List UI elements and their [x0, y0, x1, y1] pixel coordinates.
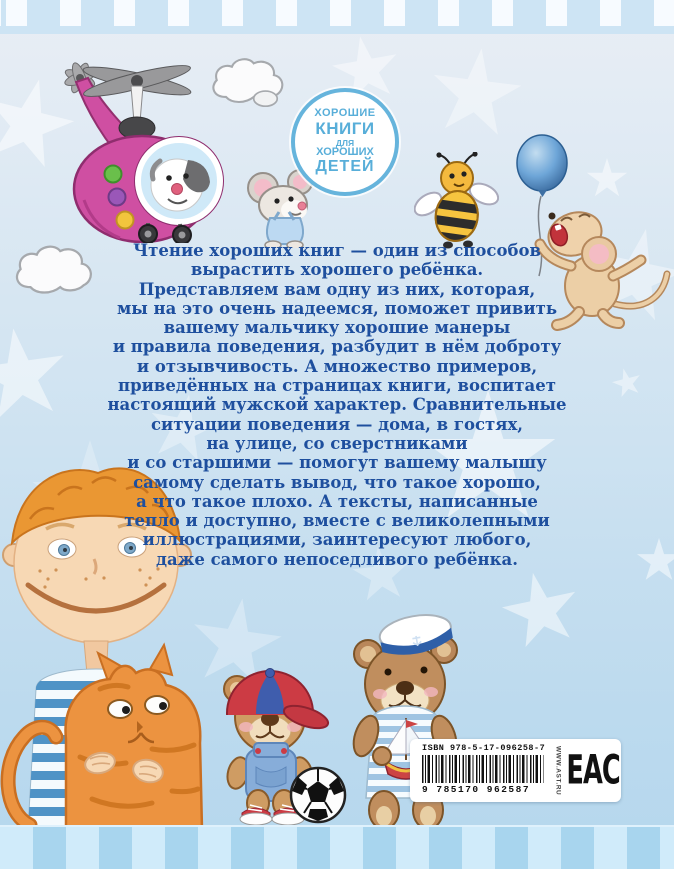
barcode-bars [422, 755, 544, 783]
bee-icon [414, 152, 499, 252]
teddy-bear-cap-football-icon [190, 655, 355, 827]
annotation-line: самому сделать вывод, что такое хорошо, [133, 472, 541, 492]
annotation-line: ситуации поведения — дома, в гостях, [150, 414, 524, 434]
badge-line: КНИГИ [315, 118, 375, 138]
badge-line: ХОРОШИЕ [314, 107, 376, 120]
annotation-line: а что такое плохо. А тексты, написанные [136, 491, 538, 511]
star-decoration [495, 565, 588, 658]
helicopter-with-dog-icon [30, 48, 235, 243]
annotation-line: приведённых на страницах книги, воспитает [118, 376, 556, 396]
eac-mark-text: EAC [566, 747, 620, 794]
annotation-line: и отзывчивость. А множество примеров, [136, 356, 538, 376]
annotation-line: Представляем вам одну из них, которая, [138, 279, 536, 299]
annotation-line: тепло и доступно, вместе с великолепными [124, 511, 550, 531]
barcode-panel [410, 739, 621, 802]
barcode-digits: 9 785170 962587 [422, 784, 531, 795]
annotation-line: вырастить хорошего ребёнка. [190, 260, 484, 280]
annotation-line: настоящий мужской характер. Сравнительные [107, 395, 567, 415]
isbn-text: ISBN 978-5-17-096258-7 [422, 743, 546, 753]
annotation-line: и правила поведения, разбудит в нём доброту [112, 337, 562, 357]
annotation-text [0, 241, 674, 569]
eac-conformity-mark [565, 739, 621, 802]
annotation-line: вашему мальчику хорошие манеры [163, 318, 511, 338]
annotation-line: даже самого непоседливого ребёнка. [156, 549, 518, 569]
badge-line: ДЕТЕЙ [315, 158, 375, 176]
annotation-line: мы на это очень надеемся, поможет привить [116, 298, 558, 318]
good-books-badge [291, 88, 399, 196]
annotation-line: иллюстрациями, заинтересуют любого, [142, 530, 532, 550]
barcode-block [410, 739, 551, 802]
annotation-line: Чтение хороших книг — один из способов [133, 241, 541, 260]
top-striped-border [0, 0, 674, 34]
annotation-line: и со старшими — помогут вашему малышу [127, 453, 547, 473]
badge-line: ХОРОШИХ [316, 146, 374, 159]
annotation-line: на улице, со сверстниками [206, 433, 468, 453]
badge-line: ДЛЯ [335, 137, 355, 148]
bottom-striped-border [0, 825, 674, 869]
publisher-website-vertical: WWW.AST.RU [554, 745, 562, 796]
